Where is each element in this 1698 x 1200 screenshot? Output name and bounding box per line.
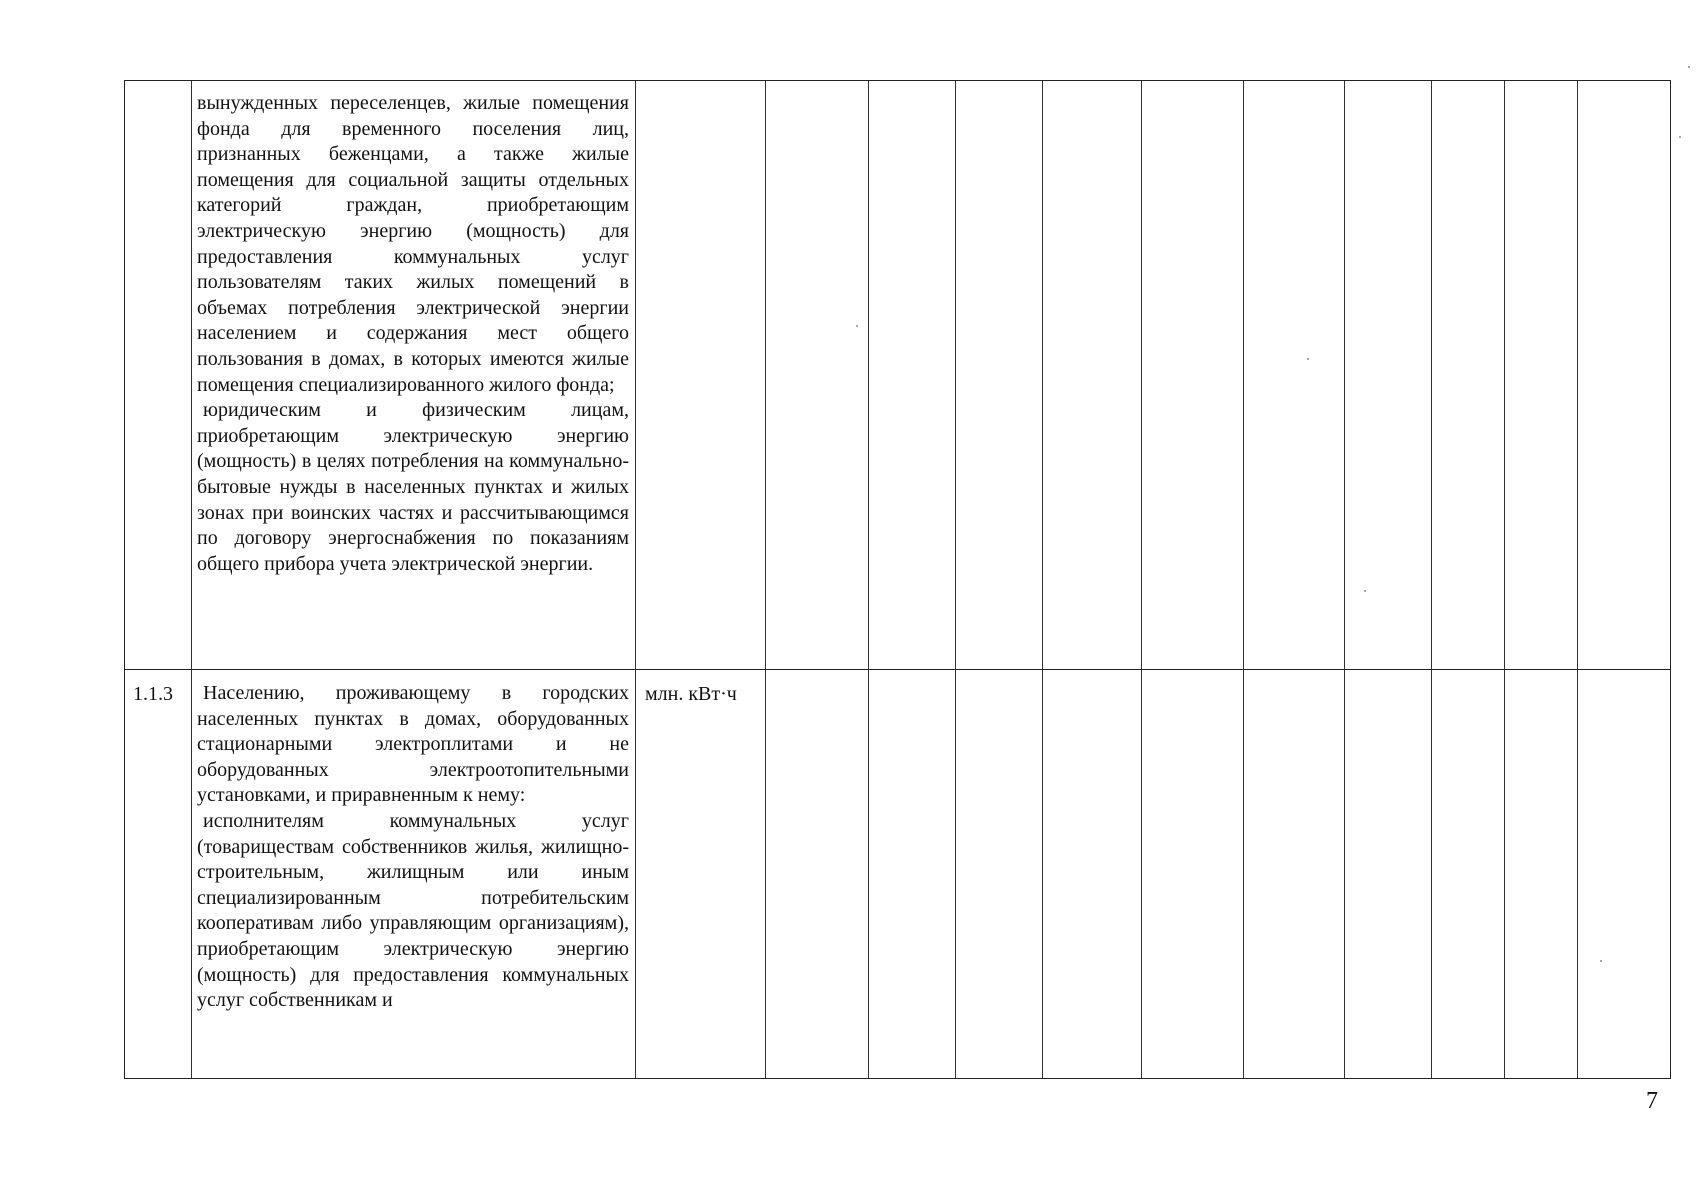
column-divider bbox=[1042, 81, 1043, 1078]
column-divider bbox=[1431, 81, 1432, 1078]
row-number: 1.1.3 bbox=[133, 683, 173, 705]
column-divider bbox=[1141, 81, 1142, 1078]
row-description bbox=[197, 91, 629, 577]
column-divider bbox=[1344, 81, 1345, 1078]
scan-speck bbox=[1688, 66, 1690, 68]
row-unit: млн. кВт·ч bbox=[645, 683, 737, 705]
column-divider bbox=[868, 81, 869, 1078]
description-paragraph: Населению, проживающему в городских населенных пунктах в домах, оборудованных стационарными электроплитами и не оборудованных электроотопительными установками, и приравненным к нему: bbox=[197, 682, 629, 807]
row-description bbox=[197, 681, 629, 1014]
description-paragraph: исполнителям коммунальных услуг (товариществам собственников жилья, жилищно-строительным, жилищным или иным специализированным потребительским кооперативам либо управляющим организациям), приобретающим электрическую энергию (мощность) для предоставления коммунальных услуг собственникам и bbox=[197, 809, 629, 1012]
description-paragraph: юридическим и физическим лицам, приобретающим электрическую энергию (мощность) в целях потребления на коммунально-бытовые нужды в населенных пунктах и жилых зонах при воинских частях и рассчитывающимся по договору энергоснабжения по показаниям общего прибора учета электрической энергии. bbox=[197, 399, 629, 575]
column-divider bbox=[1504, 81, 1505, 1078]
column-divider bbox=[1243, 81, 1244, 1078]
row-divider bbox=[125, 669, 1670, 670]
scan-speck bbox=[1600, 960, 1602, 962]
column-divider bbox=[191, 81, 192, 1078]
table bbox=[124, 80, 1671, 1079]
scan-speck bbox=[1679, 136, 1681, 138]
column-divider bbox=[635, 81, 636, 1078]
column-divider bbox=[955, 81, 956, 1078]
scan-speck bbox=[856, 325, 858, 327]
page-number: 7 bbox=[1646, 1088, 1658, 1114]
description-paragraph: вынужденных переселенцев, жилые помещения фонда для временного поселения лиц, признанных беженцами, а также жилые помещения для социальной защиты отдельных категорий граждан, приобретающим электрическую энергию (мощность) для предоставления коммунальных услуг пользователям таких жилых помещений в объемах потребления электрической энергии населением и содержания мест общего пользования в домах, в которых имеются жилые помещения специализированного жилого фонда; bbox=[197, 92, 629, 396]
column-divider bbox=[765, 81, 766, 1078]
scan-speck bbox=[1307, 358, 1309, 360]
scan-speck bbox=[1364, 590, 1366, 592]
column-divider bbox=[1577, 81, 1578, 1078]
